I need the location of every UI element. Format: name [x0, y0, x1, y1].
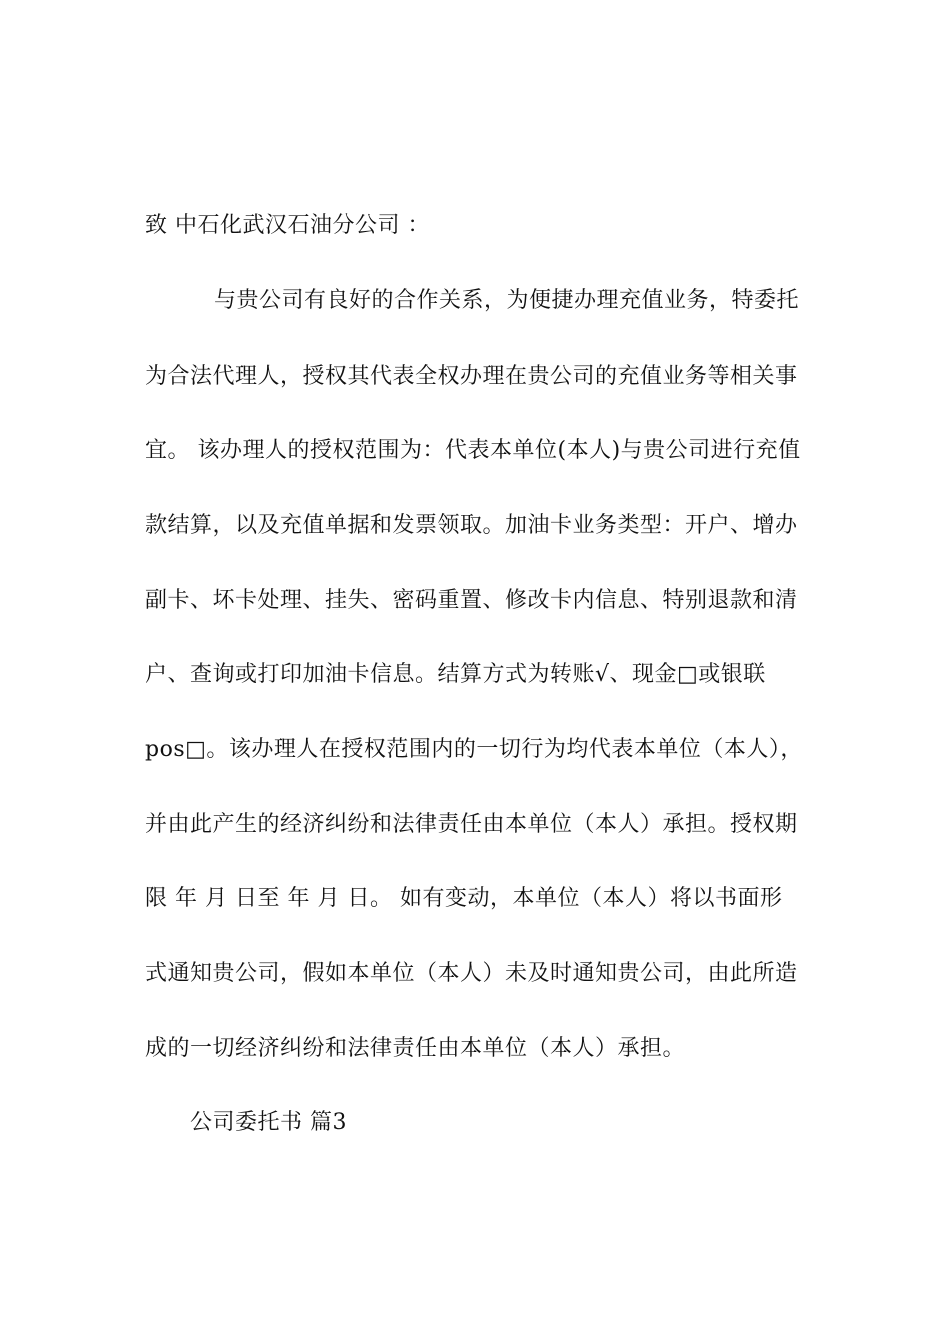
paragraph-line: 成的一切经济纠纷和法律责任由本单位（本人）承担。 [145, 1036, 686, 1061]
paragraph-line: 限 年 月 日至 年 月 日。 如有变动，本单位（本人）将以书面形 [145, 886, 783, 911]
paragraph-line: 与贵公司有良好的合作关系，为便捷办理充值业务，特委托 [214, 288, 800, 313]
salutation-line: 致 中石化武汉石油分公司 ： [145, 213, 430, 238]
paragraph-line: 并由此产生的经济纠纷和法律责任由本单位（本人）承担。授权期 [145, 812, 798, 837]
paragraph-line: 户、查询或打印加油卡信息。结算方式为转账√、现金□或银联 [145, 662, 766, 687]
paragraph-line: 宜。 该办理人的授权范围为：代表本单位(本人)与贵公司进行充值 [145, 438, 801, 463]
paragraph-line: 为合法代理人，授权其代表全权办理在贵公司的充值业务等相关事 [145, 364, 798, 389]
section-heading: 公司委托书 篇3 [190, 1110, 347, 1135]
paragraph-line: pos□。该办理人在授权范围内的一切行为均代表本单位（本人）， [145, 737, 803, 762]
paragraph-line: 款结算，以及充值单据和发票领取。加油卡业务类型：开户、增办 [145, 513, 798, 538]
paragraph-line: 式通知贵公司，假如本单位（本人）未及时通知贵公司，由此所造 [145, 961, 798, 986]
paragraph-line: 副卡、坏卡处理、挂失、密码重置、修改卡内信息、特别退款和清 [145, 588, 798, 613]
